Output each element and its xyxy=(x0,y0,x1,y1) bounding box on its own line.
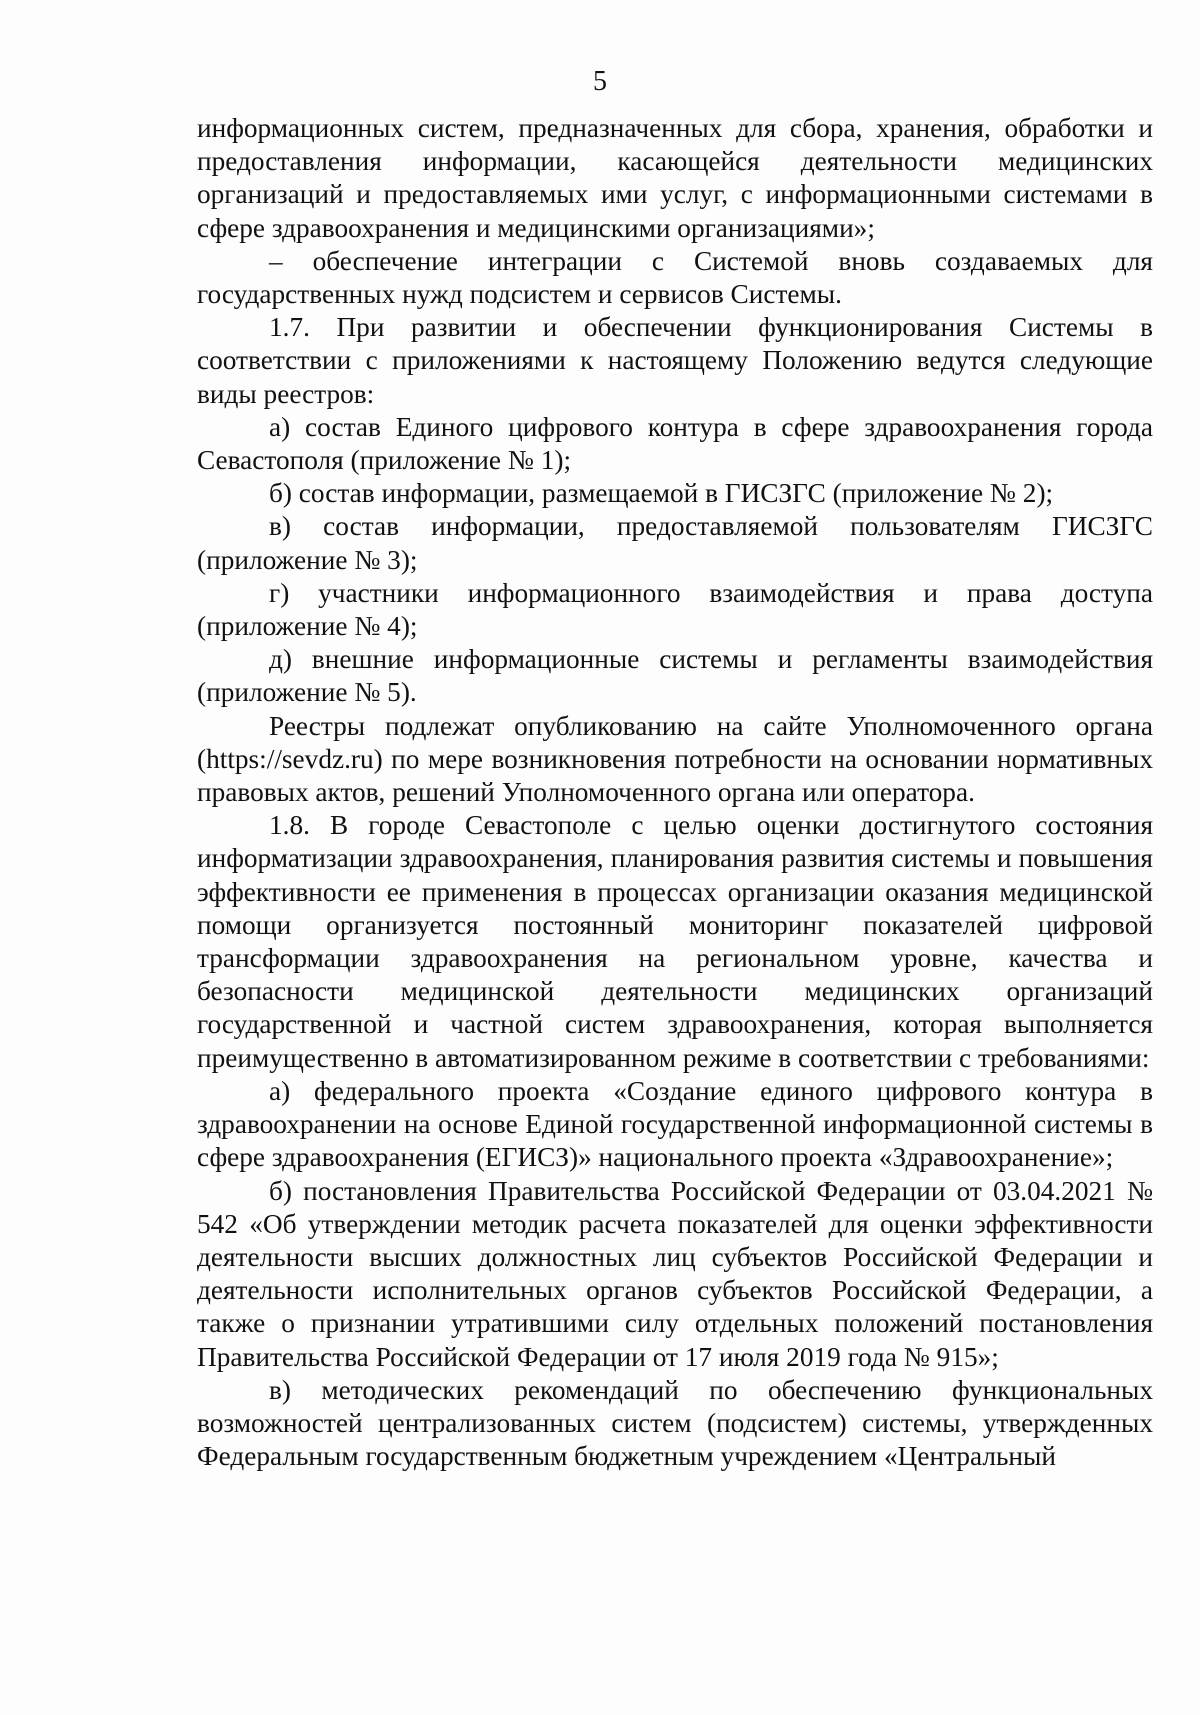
page-number: 5 xyxy=(593,66,607,97)
paragraph-continuation: информационных систем, предназначенных для сбора, хранения, обработки и предоставления информации, касающейся деятельности медицинских организаций и предоставляемых ими услуг, с информационными системами в сфере здравоохранения и медицинскими организациями»; xyxy=(197,113,1153,243)
requirement-item-v: в) методических рекомендаций по обеспечению функциональных возможностей централизованных систем (подсистем) системы, утвержденных Федеральным государственным бюджетным учреждением «Центральный xyxy=(197,1374,1153,1472)
paragraph-integration: – обеспечение интеграции с Системой вновь создаваемых для государственных нужд подсистем и сервисов Системы. xyxy=(197,245,1153,310)
paragraph-section-1-7: 1.7. При развитии и обеспечении функционирования Системы в соответствии с приложениями к настоящему Положению ведутся следующие виды реестров: xyxy=(197,312,1153,409)
requirement-item-a: а) федерального проекта «Создание единого цифрового контура в здравоохранении на основе Единой государственной информационной системы в сфере здравоохранения (ЕГИСЗ)» национального проекта «Здравоохранение»; xyxy=(197,1075,1153,1173)
list-item-b: б) состав информации, размещаемой в ГИСЗГС (приложение № 2); xyxy=(269,478,1054,509)
list-item-a: а) состав Единого цифрового контура в сфере здравоохранения города Севастополя (приложение № 1); xyxy=(197,411,1153,476)
list-item-d: д) внешние информационные системы и регламенты взаимодействия (приложение № 5). xyxy=(197,644,1153,708)
document-body xyxy=(197,112,1153,1473)
list-item-g: г) участники информационного взаимодействия и права доступа (приложение № 4); xyxy=(197,577,1153,642)
list-item-v: в) состав информации, предоставляемой пользователям ГИСЗГС (приложение № 3); xyxy=(197,511,1153,575)
paragraph-section-1-8: 1.8. В городе Севастополе с целью оценки достигнутого состояния информатизации здравоохранения, планирования развития системы и повышения эффективности ее применения в процессах организации оказания медицинской помощи организуется постоянный мониторинг показателей цифровой трансформации здравоохранения на региональном уровне, качества и безопасности медицинской деятельности медицинских организаций государственной и частной систем здравоохранения, которая выполняется преимущественно в автоматизированном режиме в соответствии с требованиями: xyxy=(197,810,1153,1073)
paragraph-registries: Реестры подлежат опубликованию на сайте Уполномоченного органа (https://sevdz.ru) по мере возникновения потребности на основании нормативных правовых актов, решений Уполномоченного органа или оператора. xyxy=(197,710,1153,808)
requirement-item-b: б) постановления Правительства Российской Федерации от 03.04.2021 № 542 «Об утверждении методик расчета показателей для оценки эффективности деятельности высших должностных лиц субъектов Российской Федерации и деятельности исполнительных органов субъектов Российской Федерации, а также о признании утратившими силу отдельных положений постановления Правительства Российской Федерации от 17 июля 2019 года № 915»; xyxy=(197,1175,1153,1372)
